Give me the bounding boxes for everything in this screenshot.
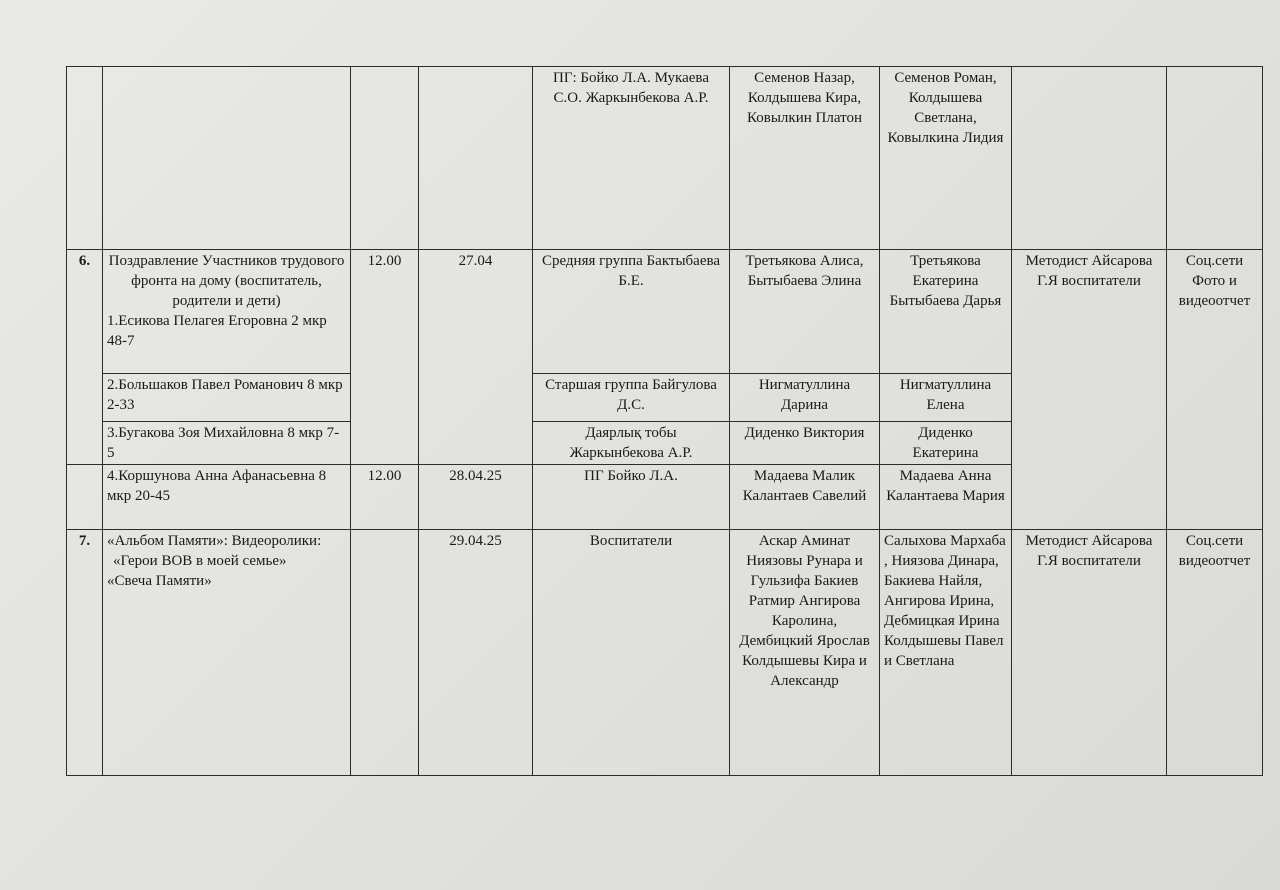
cell-date — [419, 67, 533, 250]
table-row — [67, 530, 1263, 776]
cell-responsible: Методист Айсарова Г.Я воспитатели — [1012, 530, 1167, 776]
cell-parents: Мадаева Анна Калантаева Мария — [880, 465, 1012, 530]
cell-time — [351, 67, 419, 250]
table-row — [67, 250, 1263, 374]
cell-group: ПГ: Бойко Л.А. Мукаева С.О. Жаркынбекова А.Р. — [533, 67, 730, 250]
cell-group: Старшая группа Байгулова Д.С. — [533, 374, 730, 422]
event-title: «Альбом Памяти»: Видеоролики: — [107, 533, 322, 549]
cell-report: Соц.сети Фото и видеоотчет — [1167, 250, 1263, 530]
cell-event: 3.Бугакова Зоя Михайловна 8 мкр 7-5 — [103, 422, 351, 465]
cell-children: Мадаева Малик Калантаев Савелий — [730, 465, 880, 530]
cell-children: Семенов Назар, Колдышева Кира, Ковылкин Платон — [730, 67, 880, 250]
cell-time — [351, 530, 419, 776]
cell-event — [103, 530, 351, 776]
cell-num: 6. — [67, 250, 103, 465]
cell-num — [67, 465, 103, 530]
cell-parents: Диденко Екатерина — [880, 422, 1012, 465]
cell-children: Третьякова Алиса, Бытыбаева Элина — [730, 250, 880, 374]
table-row — [67, 67, 1263, 250]
cell-children: Нигматуллина Дарина — [730, 374, 880, 422]
cell-event: 2.Большаков Павел Романович 8 мкр 2-33 — [103, 374, 351, 422]
cell-date: 27.04 — [419, 250, 533, 465]
cell-children: Аскар Аминат Ниязовы Рунара и Гульзифа Бакиев Ратмир Ангирова Каролина, Дембицкий Ярослав Колдышевы Кира и Александр — [730, 530, 880, 776]
event-plan-table — [66, 66, 1263, 776]
event-item: «Свеча Памяти» — [107, 573, 212, 589]
cell-group: Средняя группа Бактыбаева Б.Е. — [533, 250, 730, 374]
event-item: «Герои ВОВ в моей семье» — [113, 553, 287, 569]
cell-group: Воспитатели — [533, 530, 730, 776]
cell-children: Диденко Виктория — [730, 422, 880, 465]
cell-responsible: Методист Айсарова Г.Я воспитатели — [1012, 250, 1167, 530]
cell-time: 12.00 — [351, 250, 419, 465]
cell-date: 29.04.25 — [419, 530, 533, 776]
event-title: Поздравление Участников трудового фронта на дому (воспитатель, родители и дети) — [108, 253, 345, 309]
cell-num — [67, 67, 103, 250]
cell-event — [103, 67, 351, 250]
cell-responsible — [1012, 67, 1167, 250]
cell-time: 12.00 — [351, 465, 419, 530]
cell-event — [103, 250, 351, 374]
event-item: 1.Есикова Пелагея Егоровна 2 мкр 48-7 — [107, 313, 327, 349]
cell-group: ПГ Бойко Л.А. — [533, 465, 730, 530]
cell-parents: Семенов Роман, Колдышева Светлана, Ковылкина Лидия — [880, 67, 1012, 250]
cell-report — [1167, 67, 1263, 250]
cell-parents: Салыхова Мархаба , Ниязова Динара, Бакиева Найля, Ангирова Ирина, Дебмицкая Ирина Колдышевы Павел и Светлана — [880, 530, 1012, 776]
cell-num: 7. — [67, 530, 103, 776]
cell-group: Даярлық тобы Жаркынбекова А.Р. — [533, 422, 730, 465]
cell-report: Соц.сети видеоотчет — [1167, 530, 1263, 776]
cell-date: 28.04.25 — [419, 465, 533, 530]
cell-event: 4.Коршунова Анна Афанасьевна 8 мкр 20-45 — [103, 465, 351, 530]
cell-parents: Третьякова Екатерина Бытыбаева Дарья — [880, 250, 1012, 374]
cell-parents: Нигматуллина Елена — [880, 374, 1012, 422]
